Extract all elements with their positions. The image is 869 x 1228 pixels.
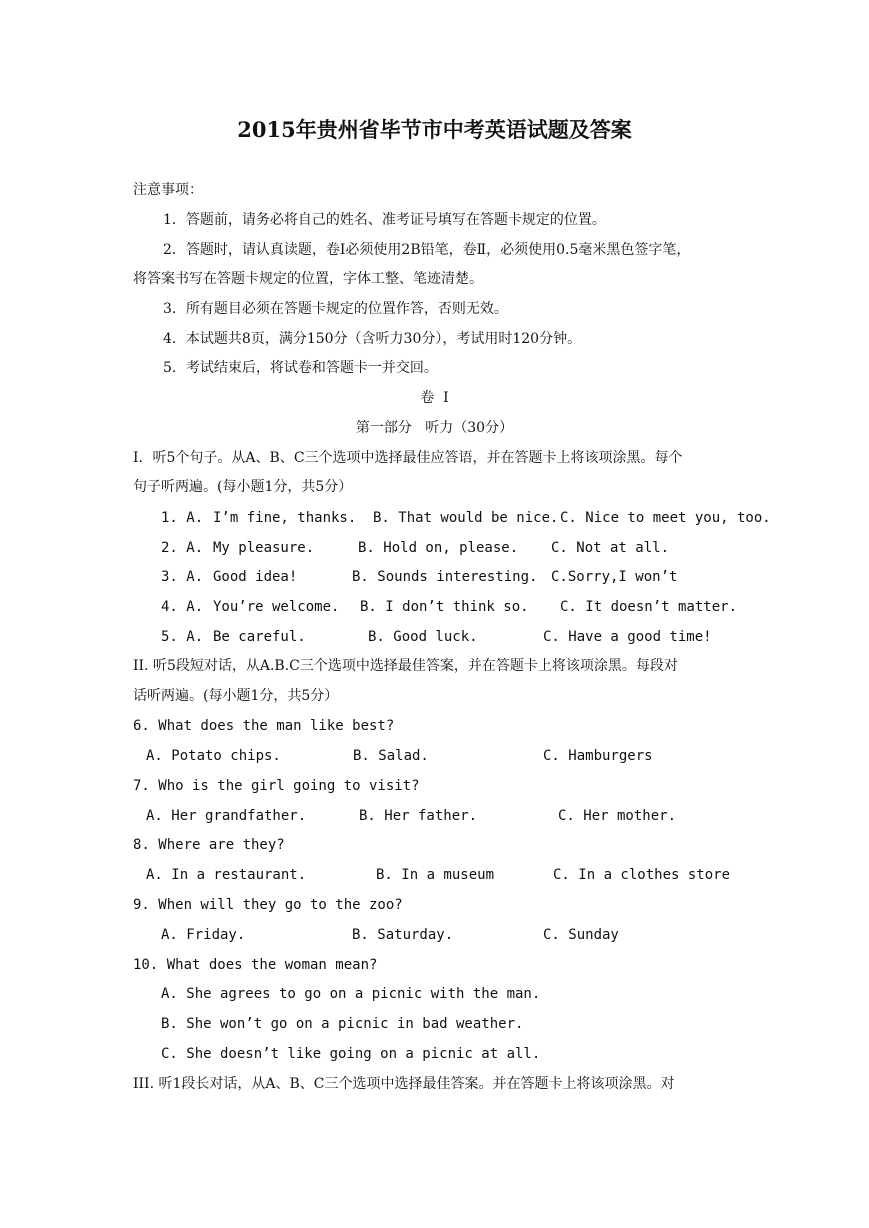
option-c: C. She doesn’t like going on a picnic at all. — [161, 1046, 541, 1062]
section1-instruction: I．听5个句子。从A、B、C三个选项中选择最佳应答语，并在答题卡上将该项涂黑。每个 — [133, 450, 683, 466]
option-b: B. That would be nice. — [373, 510, 559, 526]
option-b: B. In a museum — [376, 867, 495, 883]
item-number: 4. A. — [161, 599, 204, 615]
part-heading: 第一部分 听力（30分） — [355, 420, 514, 436]
note-line: 1．答题前，请务必将自己的姓名、准考证号填写在答题卡规定的位置。 — [163, 212, 606, 228]
section3-instruction: III. 听1段长对话，从A、B、C三个选项中选择最佳答案。并在答题卡上将该项涂黑。对 — [133, 1076, 675, 1092]
option-a: A. She agrees to go on a picnic with the man. — [161, 986, 541, 1002]
question-text: 8. Where are they? — [133, 837, 285, 853]
option-c: C. It doesn’t matter. — [560, 599, 738, 615]
option-a: A. Her grandfather. — [146, 808, 307, 824]
option-b: B. She won’t go on a picnic in bad weather. — [161, 1016, 524, 1032]
note-line: 2．答题时，请认真读题，卷Ⅰ必须使用2B铅笔，卷Ⅱ，必须使用0.5毫米黑色签字笔， — [163, 242, 691, 258]
item-number: 3. A. — [161, 569, 204, 585]
section2-instruction: 话听两遍。(每小题1分，共5分） — [133, 688, 339, 704]
option-c: C. Her mother. — [558, 808, 677, 824]
item-number: 1. A. — [161, 510, 204, 526]
option-b: B. Hold on, please. — [358, 540, 519, 556]
option-a: I’m fine, thanks. — [213, 510, 357, 526]
option-b: B. Salad. — [353, 748, 429, 764]
option-a: A. In a restaurant. — [146, 867, 307, 883]
option-c: C. Nice to meet you, too. — [560, 510, 771, 526]
option-a: A. Potato chips. — [146, 748, 281, 764]
item-number: 5. A. — [161, 629, 204, 645]
section2-instruction: II. 听5段短对话，从A.B.C三个选项中选择最佳答案，并在答题卡上将该项涂黑。每段对 — [133, 658, 678, 674]
option-c: C. Hamburgers — [543, 748, 653, 764]
option-a: Good idea! — [213, 569, 298, 585]
note-line: 4．本试题共8页，满分150分（含听力30分），考试用时120分钟。 — [163, 331, 582, 347]
option-b: B. Good luck. — [368, 629, 478, 645]
option-a: A. Friday. — [161, 927, 246, 943]
note-line: 3．所有题目必须在答题卡规定的位置作答，否则无效。 — [163, 301, 508, 317]
question-text: 6. What does the man like best? — [133, 718, 395, 734]
option-c: C. Not at all. — [551, 540, 670, 556]
option-b: B. Her father. — [359, 808, 478, 824]
item-number: 2. A. — [161, 540, 204, 556]
note-line: 将答案书写在答题卡规定的位置，字体工整、笔迹清楚。 — [133, 271, 483, 287]
option-c: C. Sunday — [543, 927, 619, 943]
question-text: 9. When will they go to the zoo? — [133, 897, 403, 913]
option-a: Be careful. — [213, 629, 306, 645]
volume-heading: 卷 I — [420, 390, 449, 406]
note-line: 5．考试结束后，将试卷和答题卡一并交回。 — [163, 360, 438, 376]
option-b: B. Saturday. — [352, 927, 454, 943]
option-a: My pleasure. — [213, 540, 315, 556]
option-b: B. I don’t think so. — [360, 599, 529, 615]
option-a: You’re welcome. — [213, 599, 340, 615]
document-title: 2015年贵州省毕节市中考英语试题及答案 — [237, 117, 632, 142]
option-c: C.Sorry,I won’t — [551, 569, 678, 585]
section1-instruction: 句子听两遍。(每小题1分，共5分） — [133, 479, 353, 495]
option-b: B. Sounds interesting. — [352, 569, 538, 585]
question-text: 7. Who is the girl going to visit? — [133, 778, 420, 794]
notes-heading: 注意事项： — [133, 182, 203, 198]
question-text: 10. What does the woman mean? — [133, 957, 378, 973]
option-c: C. Have a good time! — [543, 629, 712, 645]
option-c: C. In a clothes store — [553, 867, 731, 883]
